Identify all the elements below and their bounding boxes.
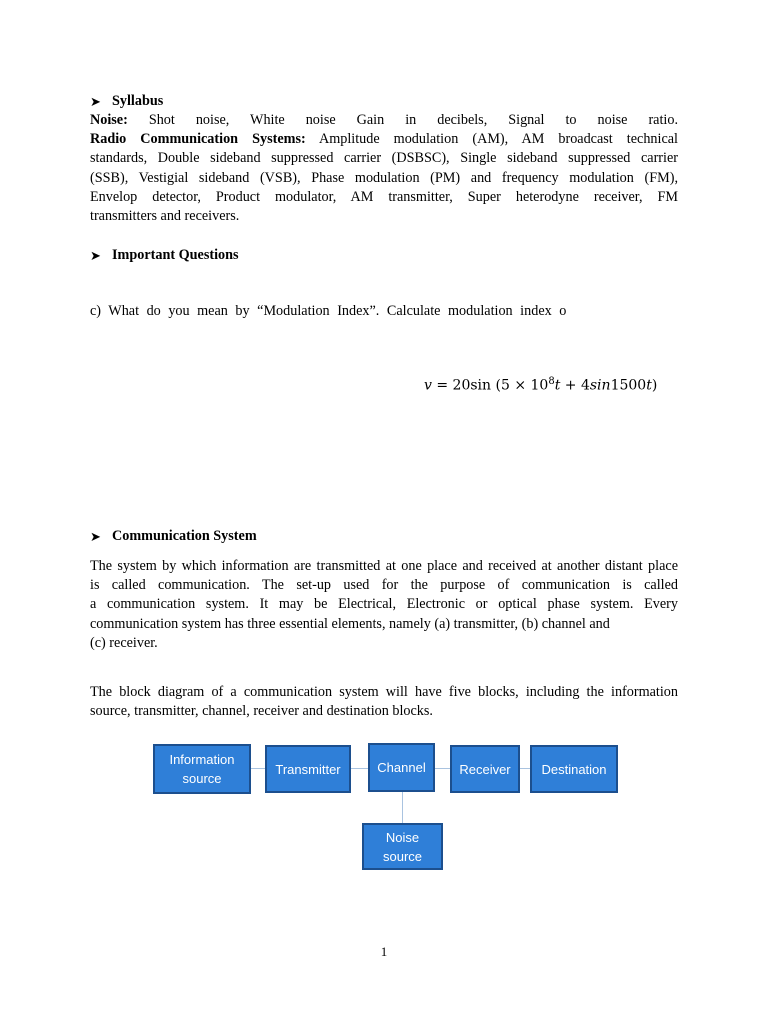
equation-var-t: t [554,377,561,394]
channel-label: Channel [377,760,426,775]
comm-p1-line-3: a communication system. It may be Electrical, Electronic or optical phase system. Every [90,596,678,613]
connector-transmitter-channel [350,768,370,769]
radio-label: Radio Communication Systems: [90,131,306,148]
connector-noise-channel [402,792,403,824]
information-source-block [153,744,251,794]
syllabus-line-6: transmitters and receivers. [90,208,240,225]
arrow-bullet-icon: ➤ [90,529,101,544]
noise-label: Noise: [90,112,128,128]
comm-p1-line-5: (c) receiver. [90,634,158,651]
noise-source-block [362,823,443,870]
equation-rhs-prefix: = 20sin (5 × 10 [431,377,549,394]
radio-text: Amplitude modulation (AM), AM broadcast technical [305,131,678,148]
comm-p1-line-1: The system by which information are transmitted at one place and received at another distant place [90,558,678,574]
comm-p1-line-2: is called communication. The set-up used for the purpose of communication is called [90,577,678,594]
question-c: c) What do you mean by “Modulation Index”. Calculate modulation index o [90,303,567,319]
equation-sin: sin [589,377,611,394]
syllabus-heading-text: Syllabus [112,93,164,109]
arrow-bullet-icon: ➤ [90,94,101,109]
noise-source-label: Noise source [382,829,423,864]
communication-system-heading-text: Communication System [112,528,257,544]
arrow-bullet-icon: ➤ [90,248,101,263]
syllabus-line-5: Envelop detector, Product modulator, AM transmitter, Super heterodyne receiver, FM [90,188,678,205]
comm-p2-line-2: source, transmitter, channel, receiver and destination blocks. [90,703,433,720]
equation-arg-t: t [646,377,652,394]
receiver-block [450,745,520,793]
destination-label: Destination [541,761,607,777]
transmitter-label: Transmitter [275,761,341,777]
comm-p1-line-4: communication system has three essential elements, namely (a) transmitter, (b) channel and [90,615,610,632]
connector-info-transmitter [250,768,266,769]
equation-lhs: v [424,377,432,394]
equation-close: ) [651,377,658,394]
receiver-label: Receiver [459,761,511,777]
equation-arg: 1500 [610,377,647,394]
page-number: 1 [380,944,388,959]
information-source-label: Information source [169,752,235,786]
transmitter-block [265,745,351,793]
syllabus-line-3: standards, Double sideband suppressed carrier (DSBSC), Single sideband suppressed carrier [90,150,678,167]
equation-exponent: 8 [548,376,555,387]
syllabus-line-4: (SSB), Vestigial sideband (VSB), Phase modulation (PM) and frequency modulation (FM), [90,169,678,186]
channel-block [368,743,435,792]
noise-text: Shot noise, White noise Gain in decibels, Signal to noise ratio. [127,112,678,128]
comm-p2-line-1: The block diagram of a communication system will have five blocks, including the information [90,684,678,700]
destination-block [530,745,618,793]
equation-plus: + 4 [560,377,590,394]
important-questions-heading-text: Important Questions [112,247,239,263]
